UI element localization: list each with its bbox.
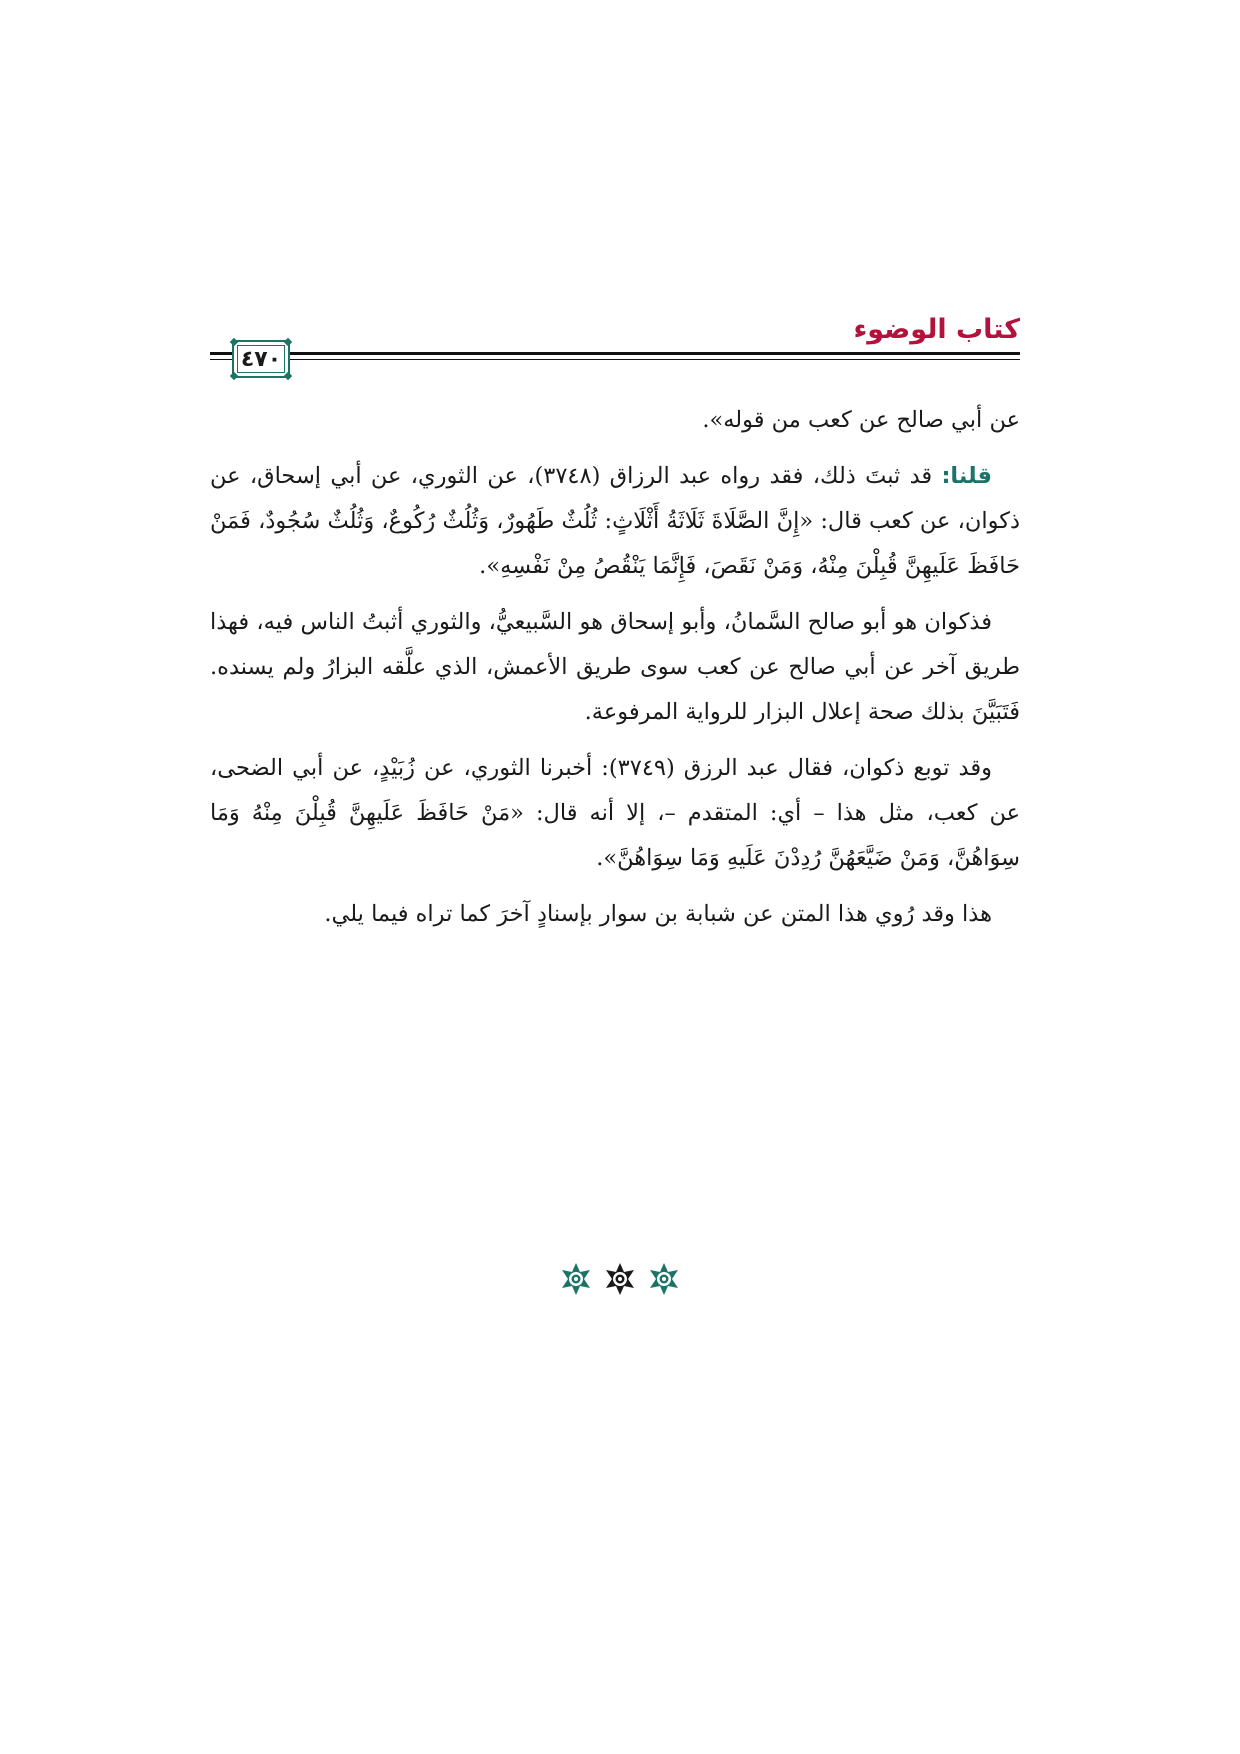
floral-star-icon [603,1262,637,1296]
paragraph-dhakwan: فذكوان هو أبو صالح السَّمانُ، وأبو إسحاق هو السَّبيعيُّ، والثوري أثبتُ الناس فيه، فهذا طريق آخر عن أبي صالح عن كعب سوى طريق الأعمش، الذي علَّقه البزارُ ولم يسنده. فَتَبَيَّنَ بذلك صحة إعلال البزار للرواية المرفوعة. [210,609,1020,725]
header-rule [210,352,1020,360]
badge-corner-icon [230,372,238,380]
section-end-ornaments [0,1262,1240,1296]
badge-corner-icon [284,338,292,346]
page-body [210,398,1020,937]
paragraph-lead-word: قلنا: [941,463,992,489]
page-number-badge [232,340,290,378]
paragraph-qulna [210,454,1020,589]
paragraph-tubi: وقد توبع ذكوان، فقال عبد الرزق (٣٧٤٩): أخبرنا الثوري، عن زُبَيْدٍ، عن أبي الضحى، عن كعب، مثل هذا – أي: المتقدم –، إلا أنه قال: «مَنْ حَافَظَ عَلَيهِنَّ قُبِلْنَ مِنْهُ وَمَا سِوَاهُنَّ، وَمَنْ ضَيَّعَهُنَّ رُدِدْنَ عَلَيهِ وَمَا سِوَاهُنَّ». [210,755,1020,871]
badge-corner-icon [284,372,292,380]
paragraph-closing: هذا وقد رُوي هذا المتن عن شبابة بن سوار بإسنادٍ آخرَ كما تراه فيما يلي. [324,901,992,927]
book-title: كتاب الوضوء [853,314,1020,345]
page-number: ٤٧٠ [240,346,282,372]
paragraph-text: قد ثبتَ ذلك، فقد رواه عبد الرزاق (٣٧٤٨)، عن الثوري، عن أبي إسحاق، عن ذكوان، عن كعب قال: «إِنَّ الصَّلَاةَ ثَلَاثَةُ أَثْلَاثٍ: ثُلُثٌ طَهُورٌ، وَثُلُثٌ رُكُوعٌ، وَثُلُثٌ سُجُودٌ، فَمَنْ حَافَظَ عَلَيهِنَّ قُبِلْنَ مِنْهُ، وَمَنْ نَقَصَ، فَإِنَّمَا يَنْقُصُ مِنْ نَفْسِهِ». [210,463,1020,579]
floral-star-icon [559,1262,593,1296]
badge-corner-icon [230,338,238,346]
page-header [210,314,1020,386]
paragraph-continuation: عن أبي صالح عن كعب من قوله». [702,407,1020,433]
floral-star-icon [647,1262,681,1296]
